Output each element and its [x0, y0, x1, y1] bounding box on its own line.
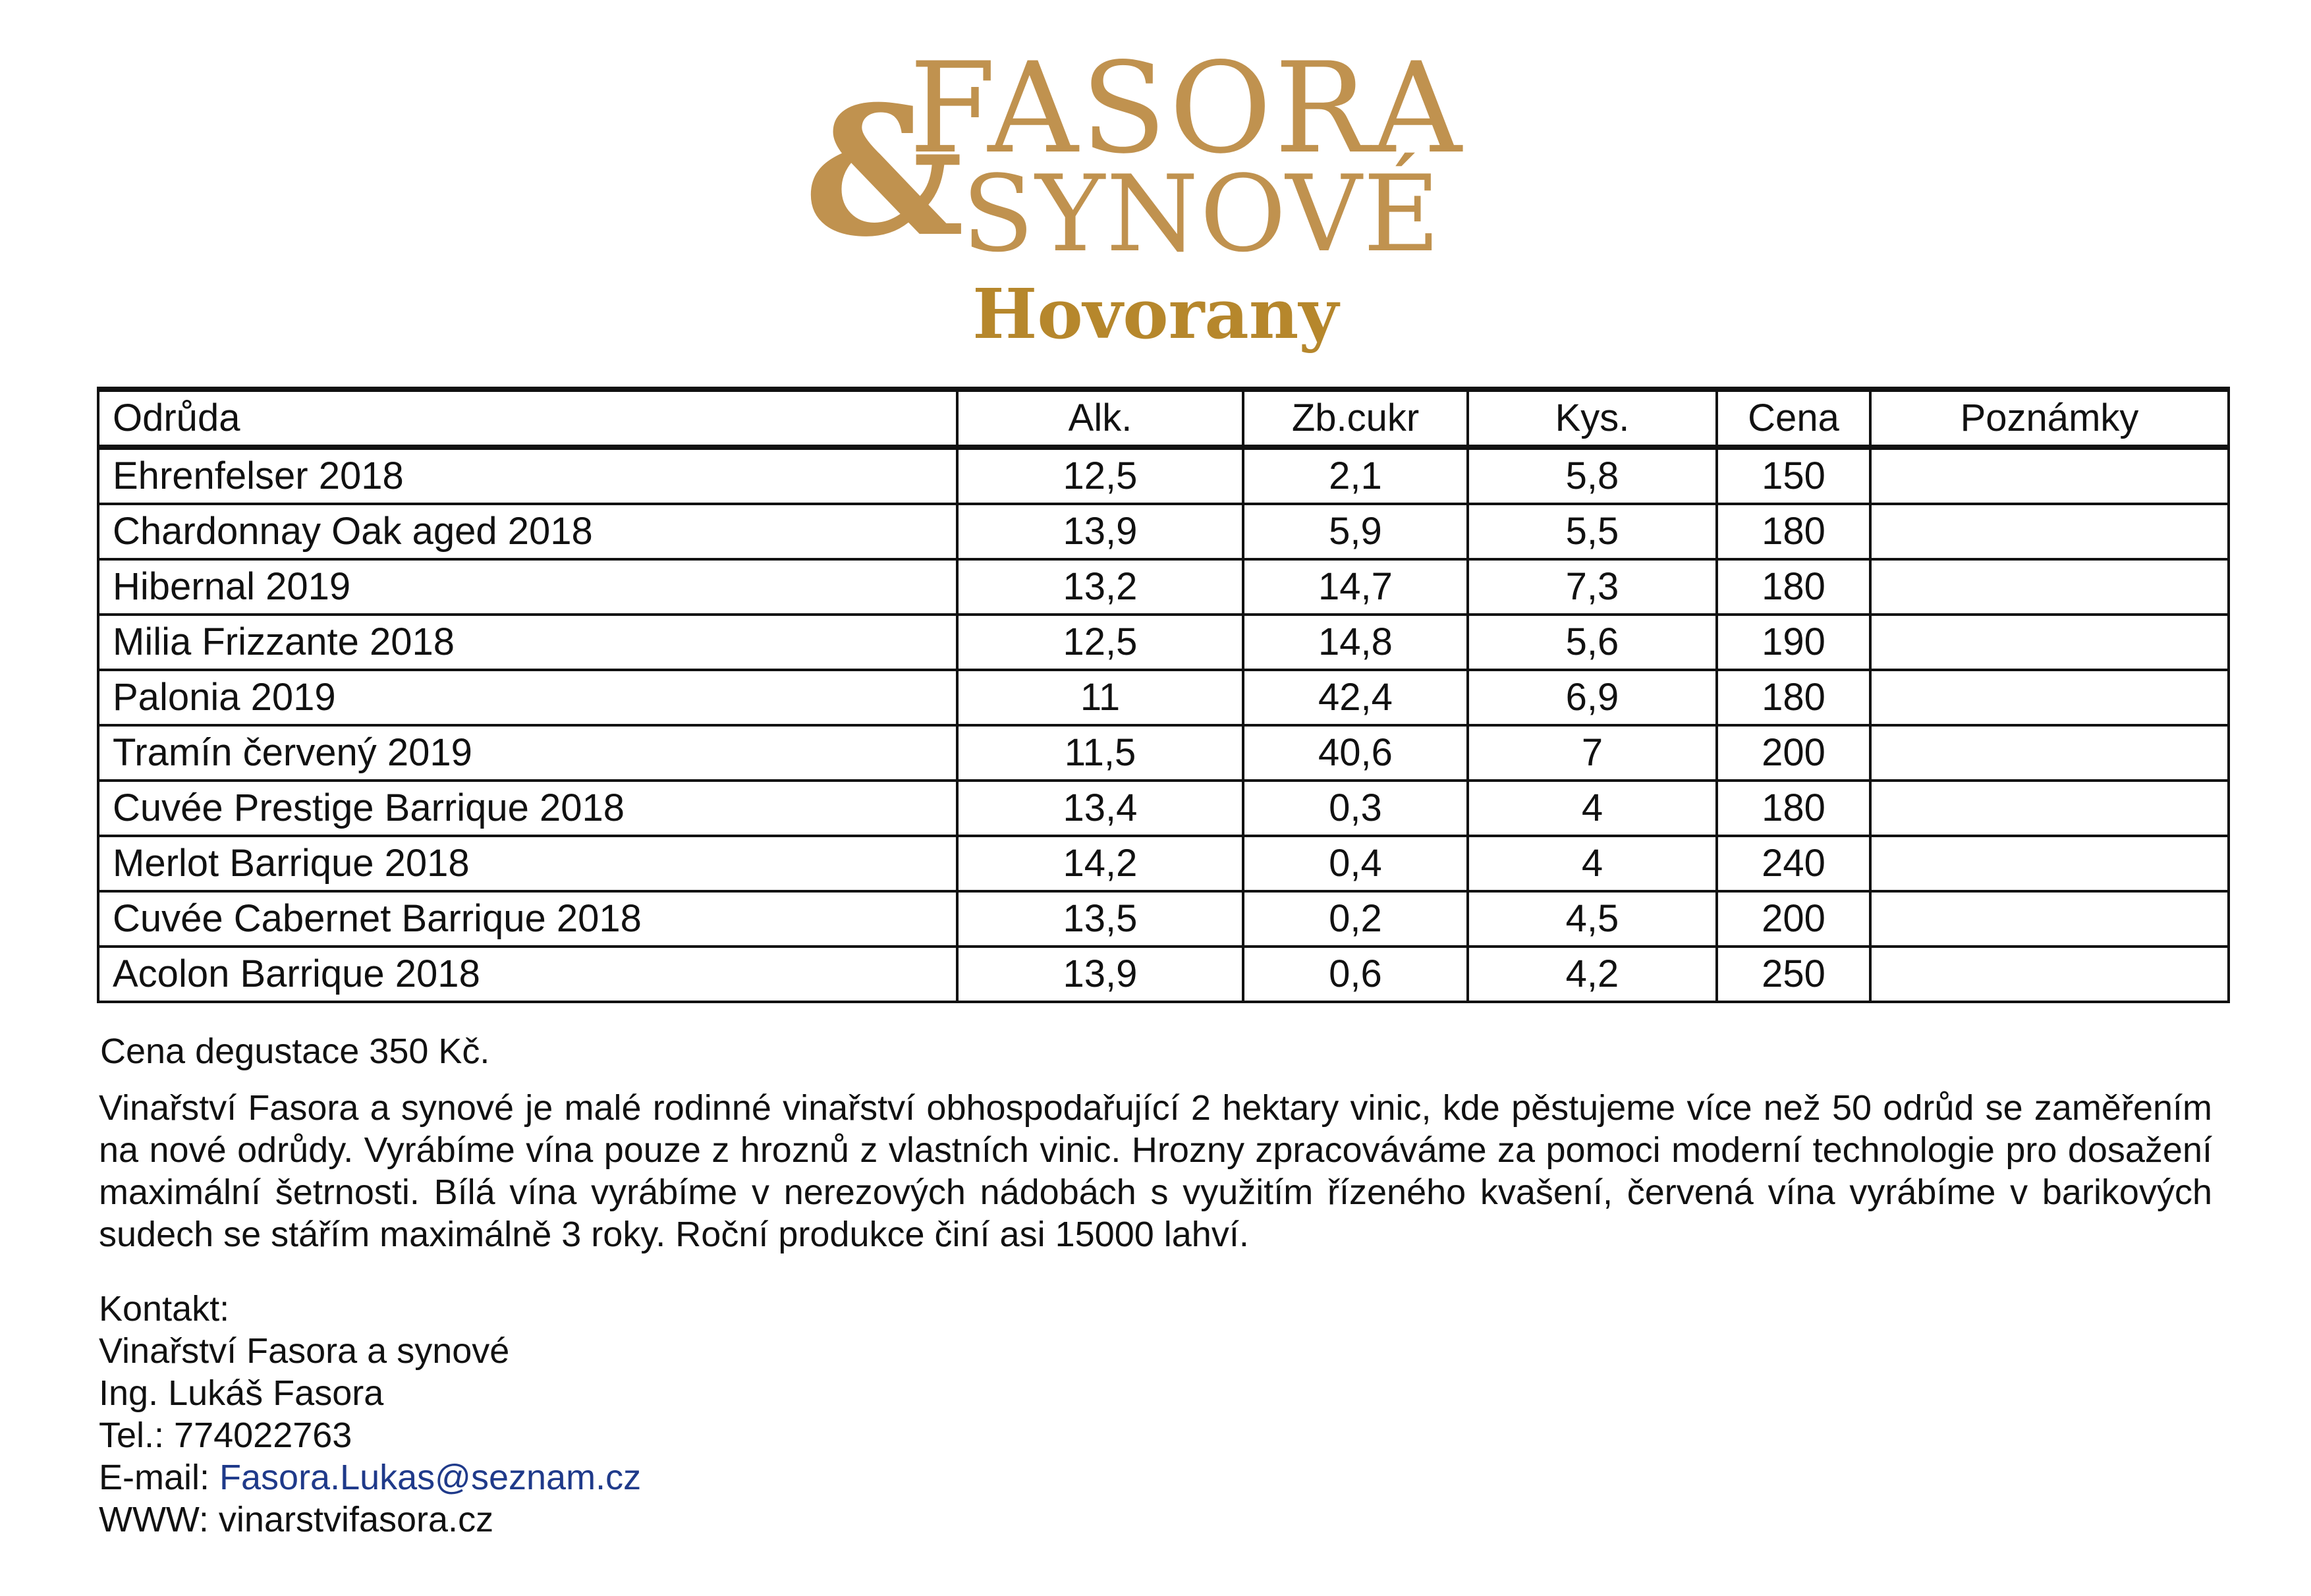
wine-table-body	[98, 447, 2229, 1002]
header-acidity: Kys.	[1468, 389, 1717, 447]
email-link[interactable]: Fasora.Lukas@seznam.cz	[219, 1458, 642, 1497]
cell-notes	[1870, 891, 2229, 947]
logo-ampersand: &	[804, 67, 964, 276]
cell-notes	[1870, 559, 2229, 615]
cell-residual-sugar: 14,8	[1243, 615, 1468, 670]
logo-fasora: FASORA	[909, 36, 1464, 181]
header-variety: Odrůda	[98, 389, 957, 447]
table-row	[98, 891, 2229, 947]
cell-notes	[1870, 836, 2229, 891]
cell-alcohol: 13,9	[957, 947, 1243, 1002]
cell-price: 150	[1717, 447, 1870, 504]
cell-variety: Hibernal 2019	[98, 559, 957, 615]
cell-price: 180	[1717, 504, 1870, 559]
cell-alcohol: 13,2	[957, 559, 1243, 615]
cell-alcohol: 11,5	[957, 725, 1243, 781]
cell-price: 200	[1717, 725, 1870, 781]
cell-alcohol: 13,4	[957, 781, 1243, 836]
table-row	[98, 559, 2229, 615]
cell-residual-sugar: 0,2	[1243, 891, 1468, 947]
cell-variety: Merlot Barrique 2018	[98, 836, 957, 891]
cell-notes	[1870, 725, 2229, 781]
contact-company: Vinařství Fasora a synové	[99, 1331, 510, 1371]
cell-residual-sugar: 5,9	[1243, 504, 1468, 559]
cell-variety: Acolon Barrique 2018	[98, 947, 957, 1002]
cell-alcohol: 13,9	[957, 504, 1243, 559]
table-row	[98, 615, 2229, 670]
cell-alcohol: 11	[957, 670, 1243, 725]
cell-residual-sugar: 0,3	[1243, 781, 1468, 836]
contact-block	[99, 1288, 641, 1541]
tasting-price: Cena degustace 350 Kč.	[100, 1032, 490, 1071]
header-price: Cena	[1717, 389, 1870, 447]
cell-notes	[1870, 504, 2229, 559]
cell-acidity: 4	[1468, 781, 1717, 836]
table-header-row	[98, 389, 2229, 447]
contact-email-line	[99, 1456, 641, 1499]
cell-acidity: 5,8	[1468, 447, 1717, 504]
cell-variety: Palonia 2019	[98, 670, 957, 725]
table-row	[98, 725, 2229, 781]
cell-price: 180	[1717, 559, 1870, 615]
cell-variety: Cuvée Prestige Barrique 2018	[98, 781, 957, 836]
logo-synove: SYNOVÉ	[962, 152, 1441, 275]
email-label: E-mail:	[99, 1458, 220, 1497]
cell-notes	[1870, 781, 2229, 836]
cell-alcohol: 13,5	[957, 891, 1243, 947]
cell-notes	[1870, 615, 2229, 670]
cell-residual-sugar: 42,4	[1243, 670, 1468, 725]
cell-notes	[1870, 447, 2229, 504]
header-notes: Poznámky	[1870, 389, 2229, 447]
cell-residual-sugar: 0,4	[1243, 836, 1468, 891]
header-residual-sugar: Zb.cukr	[1243, 389, 1468, 447]
contact-web: WWW: vinarstvifasora.cz	[99, 1500, 494, 1539]
cell-notes	[1870, 670, 2229, 725]
cell-price: 190	[1717, 615, 1870, 670]
table-row	[98, 504, 2229, 559]
cell-variety: Cuvée Cabernet Barrique 2018	[98, 891, 957, 947]
winery-description: Vinařství Fasora a synové je malé rodinné vinařství obhospodařující 2 hektary vinic, kde pěstujeme více než 50 odrůd se zaměřením na nové odrůdy. Vyrábíme vína pouze z hroznů z vlastních vinic. Hrozny zpracováváme za pomoci moderní technologie pro dosažení maximální šetrnosti. Bílá vína vyrábíme v nerezových nádobách s využitím řízeného kvašení, červená vína vyrábíme v barikových sudech se stářím maximálně 3 roky. Roční produkce činí asi 15000 lahví.	[99, 1088, 2212, 1254]
cell-acidity: 7,3	[1468, 559, 1717, 615]
cell-variety: Ehrenfelser 2018	[98, 447, 957, 504]
cell-notes	[1870, 947, 2229, 1002]
cell-price: 200	[1717, 891, 1870, 947]
cell-acidity: 4	[1468, 836, 1717, 891]
contact-person: Ing. Lukáš Fasora	[99, 1373, 384, 1413]
cell-acidity: 5,5	[1468, 504, 1717, 559]
cell-residual-sugar: 40,6	[1243, 725, 1468, 781]
brand-logo	[804, 36, 1515, 276]
cell-residual-sugar: 0,6	[1243, 947, 1468, 1002]
contact-phone: Tel.: 774022763	[99, 1416, 352, 1455]
cell-price: 240	[1717, 836, 1870, 891]
cell-acidity: 4,2	[1468, 947, 1717, 1002]
cell-alcohol: 14,2	[957, 836, 1243, 891]
cell-residual-sugar: 2,1	[1243, 447, 1468, 504]
table-row	[98, 947, 2229, 1002]
cell-variety: Tramín červený 2019	[98, 725, 957, 781]
table-row	[98, 836, 2229, 891]
cell-acidity: 4,5	[1468, 891, 1717, 947]
wine-table	[97, 387, 2230, 1003]
cell-price: 180	[1717, 670, 1870, 725]
cell-alcohol: 12,5	[957, 615, 1243, 670]
table-row	[98, 781, 2229, 836]
location-title: Hovorany	[972, 273, 1339, 354]
cell-price: 180	[1717, 781, 1870, 836]
cell-residual-sugar: 14,7	[1243, 559, 1468, 615]
cell-alcohol: 12,5	[957, 447, 1243, 504]
cell-acidity: 7	[1468, 725, 1717, 781]
contact-heading: Kontakt:	[99, 1289, 230, 1329]
header-alcohol: Alk.	[957, 389, 1243, 447]
table-row	[98, 670, 2229, 725]
cell-variety: Chardonnay Oak aged 2018	[98, 504, 957, 559]
cell-variety: Milia Frizzante 2018	[98, 615, 957, 670]
table-row	[98, 447, 2229, 504]
cell-price: 250	[1717, 947, 1870, 1002]
cell-acidity: 5,6	[1468, 615, 1717, 670]
cell-acidity: 6,9	[1468, 670, 1717, 725]
